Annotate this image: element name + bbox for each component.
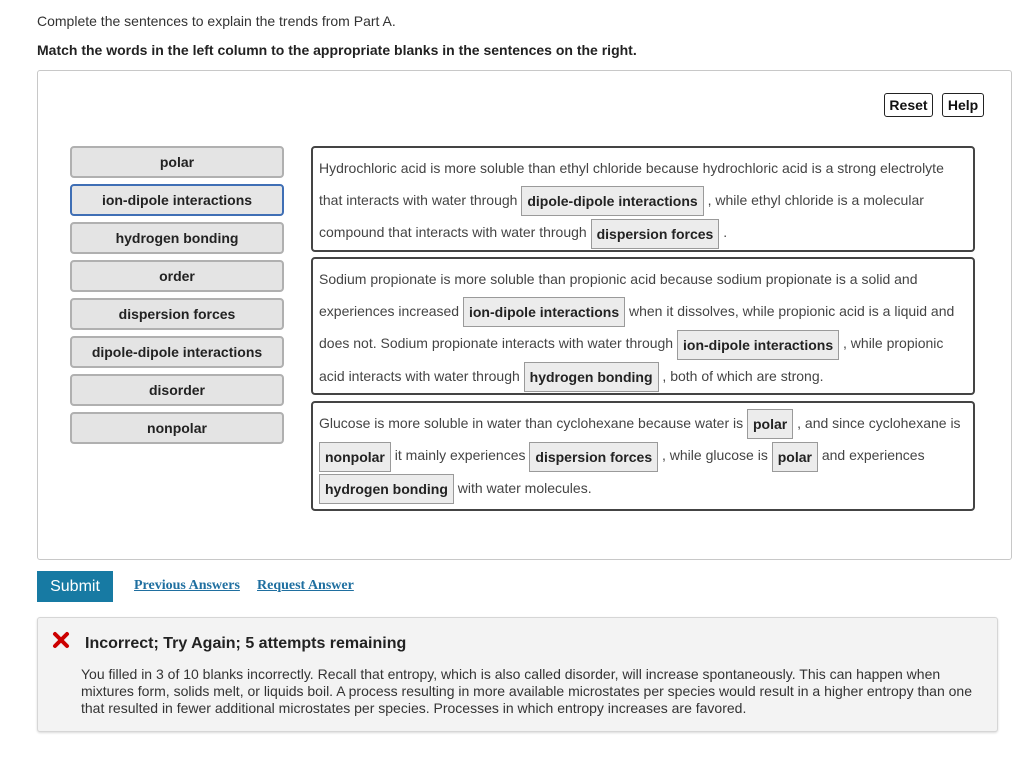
sentence-text: , and since cyclohexane is xyxy=(797,415,961,431)
sentence-text: Sodium propionate is more soluble than propionic acid because sodium propionate is a solid and experiences increased xyxy=(319,271,918,319)
answer-blank[interactable]: ion-dipole interactions xyxy=(677,330,839,360)
sentence-text: Hydrochloric acid is more soluble than ethyl chloride because hydrochloric acid is a strong electrolyte that interacts with water through xyxy=(319,160,944,208)
sentence-text: Glucose is more soluble in water than cyclohexane because water is xyxy=(319,415,744,431)
request-answer-link[interactable]: Request Answer xyxy=(257,578,354,593)
sentence-text: it mainly experiences xyxy=(394,447,526,464)
x-mark-icon xyxy=(52,631,70,649)
instruction-heading: Match the words in the left column to the appropriate blanks in the sentences on the right. xyxy=(37,42,637,58)
answer-blank[interactable]: dipole-dipole interactions xyxy=(521,186,703,216)
answer-blank[interactable]: polar xyxy=(747,409,793,439)
help-button[interactable]: Help xyxy=(942,93,984,117)
word-bank-item[interactable]: nonpolar xyxy=(70,412,284,444)
submit-button[interactable]: Submit xyxy=(37,571,113,602)
sentence-box-2 xyxy=(311,257,975,395)
word-bank-item[interactable]: disorder xyxy=(70,374,284,406)
word-bank-item[interactable]: hydrogen bonding xyxy=(70,222,284,254)
word-bank-item[interactable]: polar xyxy=(70,146,284,178)
answer-blank[interactable]: dispersion forces xyxy=(529,442,658,472)
answer-blank[interactable]: hydrogen bonding xyxy=(524,362,659,392)
sentence-text: , while glucose is xyxy=(662,447,768,464)
sentence-text: when it dissolves, while propionic acid is a liquid and does not. Sodium propionate interacts with water through xyxy=(319,303,955,352)
word-bank-item-selected[interactable]: ion-dipole interactions xyxy=(70,184,284,216)
sentence-text: . xyxy=(723,224,728,241)
previous-answers-link[interactable]: Previous Answers xyxy=(134,578,240,593)
answer-blank[interactable]: hydrogen bonding xyxy=(319,474,454,504)
answer-blank[interactable]: nonpolar xyxy=(319,442,391,472)
feedback-title: Incorrect; Try Again; 5 attempts remaining xyxy=(85,635,407,652)
sentence-text: , while propionic acid interacts with water through xyxy=(319,335,944,384)
word-bank-item[interactable]: order xyxy=(70,260,284,292)
answer-blank[interactable]: dispersion forces xyxy=(591,219,720,249)
sentence-box-1 xyxy=(311,146,975,252)
sentence-text: , both of which are strong. xyxy=(662,367,824,384)
sentence-text: , while ethyl chloride is a molecular compound that interacts with water through xyxy=(319,192,924,241)
reset-button[interactable]: Reset xyxy=(884,93,933,117)
answer-blank[interactable]: polar xyxy=(772,442,818,472)
instruction-text: Complete the sentences to explain the trends from Part A. xyxy=(37,13,396,29)
sentence-box-3 xyxy=(311,401,975,511)
answer-blank[interactable]: ion-dipole interactions xyxy=(463,297,625,327)
word-bank-item[interactable]: dipole-dipole interactions xyxy=(70,336,284,368)
feedback-panel xyxy=(37,617,998,732)
feedback-message: You filled in 3 of 10 blanks incorrectly. Recall that entropy, which is also called disorder, will increase spontaneously. This can happen when mixtures form, solids melt, or liquids boil. A process resulting in more available microstates per species would result in a higher entropy than one that resulted in fewer additional microstates per species. Processes in which entropy increases are favored. xyxy=(81,666,972,716)
sentence-text: with water molecules. xyxy=(457,479,592,496)
sentence-text: and experiences xyxy=(821,447,925,464)
word-bank-item[interactable]: dispersion forces xyxy=(70,298,284,330)
